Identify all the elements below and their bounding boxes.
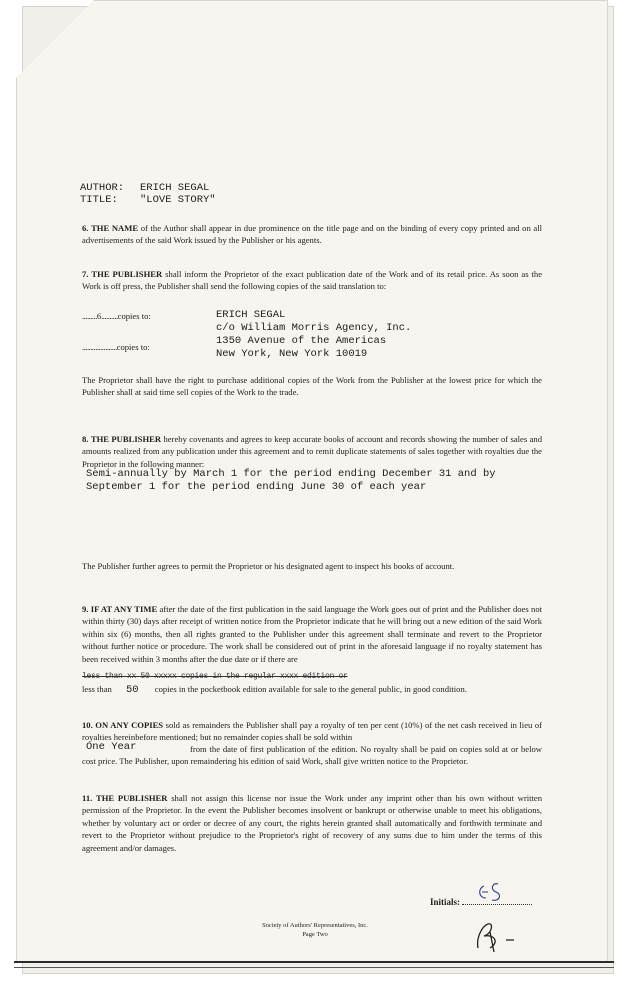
clause-number: 11. [82,793,93,803]
struck-out-line [82,672,348,681]
clause-number: 6. [82,223,89,233]
copies-threshold: 50 [126,684,139,696]
title-line [80,194,216,207]
copies-line-1: .........6..........copies to: [82,311,151,321]
clause-number: 7. [82,269,89,279]
clause-text: of the Author shall appear in due prominence on the title page and on the binding of every copy printed and on all advertisements of the said Work issued by the Publisher or his agents. [82,223,542,246]
clause-lead: THE NAME [91,223,139,233]
copies-to-label: copies to: [116,342,150,352]
copies-to-label: copies to: [117,311,151,321]
clause-9 [82,603,542,665]
author-value: ERICH SEGAL [140,182,210,194]
address-block [216,309,411,361]
royalty-schedule [86,468,496,494]
page-edge-line [14,961,614,963]
clause-text: after the date of the first publication in the said language the Work goes out of print and the Publisher does not within thirty (30) days after receipt of written notice from the Proprietor indicate that he will bring out a new edition of the said Work within six (6) months, then all rights granted to the Publisher under this agreement shall terminate and revert to the Proprietor without further notice or procedure. The work shall be considered out of print in the aforesaid language if no royalty statement has been received within 3 months after the due date or if there are [82,604,542,664]
clause-text: copies in the pocketbook edition available for sale to the general public, in good condition. [154,684,467,694]
clause-text: The Proprietor shall have the right to purchase additional copies of the Work from the Publisher at the lowest price for which the Publisher shall at said time sell copies of the Work to the trade. [82,375,542,398]
clause-text: shall not assign this license nor issue the Work under any imprint other than his own without written permission of the Proprietor. In the event the Publisher becomes insolvent or bankrupt or otherwise unable to meet his obligations, whether by voluntary act or order or decree of any court, the rights herein granted shall automatically and forthwith terminate and revert to the Proprietor without prejudice to the Proprietor's right of recovery of any sums due to him under the terms of this agreement and/or damages. [82,793,542,853]
address-line: c/o William Morris Agency, Inc. [216,322,412,334]
handwritten-initials-es [474,880,514,908]
copies-count: 6 [96,311,102,321]
address-line: 1350 Avenue of the Americas [216,335,387,347]
clause-number: 8. [82,434,89,444]
clause-text: The Publisher further agrees to permit the Proprietor or his designated agent to inspect his books of account. [82,561,455,571]
address-line: ERICH SEGAL [216,309,286,321]
pocketbook-line [82,684,467,696]
footer-org: Society of Authors' Representatives, Inc. [262,922,368,929]
clause-11 [82,792,542,854]
clause-8 [82,433,542,470]
clause-lead: THE PUBLISHER [95,793,168,803]
clause-6 [82,222,542,247]
copies-line-2: .....................copies to: [82,342,150,352]
clause-7-purchase [82,374,542,399]
clause-7 [82,268,542,293]
page-edge-line [14,967,614,968]
clause-8-inspect [82,560,542,572]
clause-lead: THE PUBLISHER [91,269,163,279]
struck-text: less than xx 50 xxxxx copies in the regular xxxx edition or [82,672,348,681]
initials-label: Initials: [430,897,461,907]
clause-text: hereby covenants and agrees to keep accurate books of account and records showing the number of sales and amounts realized from any publication under this agreement and to remit duplicate statements of sales together with royalties due the Proprietor in the following manner: [82,434,543,469]
clause-text: from the date of first publication of the edition. No royalty shall be paid on copies sold at or below cost price. The Publisher, upon remaindering his edition of said Work, shall give written notice to the Proprietor. [82,744,542,767]
footer [0,921,630,939]
clause-10-cont [82,743,542,768]
typed-line: Semi-annually by March 1 for the period ending December 31 and by [86,468,496,480]
remainder-period: One Year [86,741,137,753]
clause-10 [82,719,542,744]
address-line: New York, New York 10019 [216,348,368,360]
title-label: TITLE: [80,194,118,206]
title-value: "LOVE STORY" [140,194,216,206]
clause-number: 10. [82,720,93,730]
clause-lead: IF AT ANY TIME [90,604,158,614]
clause-number: 9. [82,604,89,614]
page-number: Page Two [302,931,328,938]
author-label: AUTHOR: [80,182,125,194]
clause-lead: THE PUBLISHER [90,434,162,444]
clause-text: shall inform the Proprietor of the exact publication date of the Work and of its retail price. As soon as the Work is off press, the Publisher shall send the following copies of the said translation to: [82,269,543,292]
typed-line: September 1 for the period ending June 30 of each year [86,481,427,493]
clause-text: sold as remainders the Publisher shall pay a royalty of ten per cent (10%) of the net cash received in lieu of royalties hereinbefore mentioned; but no remainder copies shall be sold within [82,720,543,743]
less-than-label: less than [82,684,112,694]
clause-lead: ON ANY COPIES [95,720,164,730]
